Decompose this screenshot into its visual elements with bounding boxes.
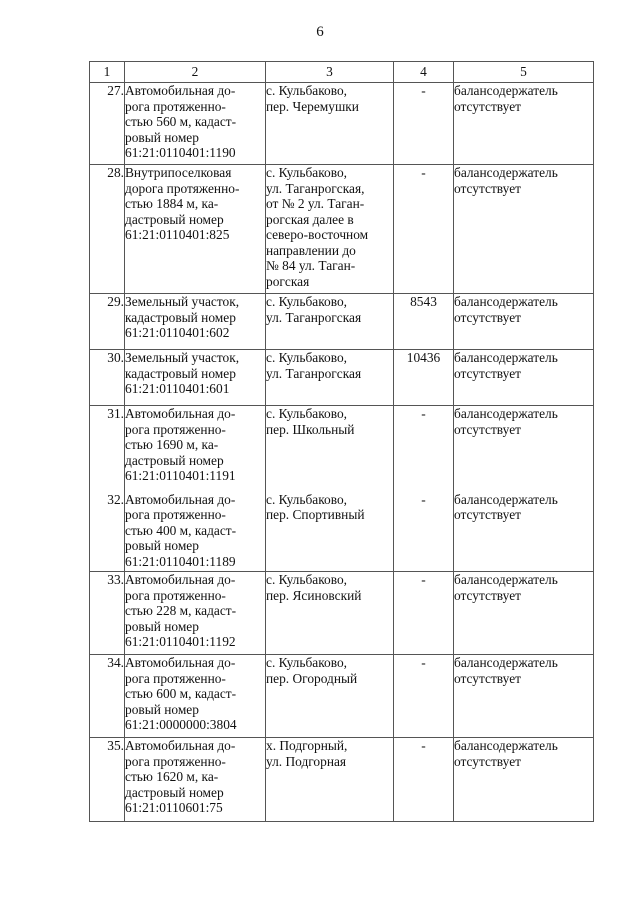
holder-line: отсутствует <box>454 98 521 114</box>
description-line: кадастровый номер <box>125 309 236 325</box>
header-col-3: 3 <box>266 62 394 83</box>
address-line: от № 2 ул. Таган- <box>266 196 365 211</box>
table-row <box>90 165 594 294</box>
balance-holder <box>454 572 594 655</box>
address-line: рогская далее в <box>266 211 354 227</box>
object-description <box>125 83 266 165</box>
address-line: х. Подгорный, <box>266 738 348 753</box>
object-description <box>125 572 266 655</box>
balance-holder <box>454 165 594 294</box>
description-line: Автомобильная до- <box>125 83 236 98</box>
table-body <box>90 83 594 822</box>
address-line: ул. Таганрогская <box>266 309 362 325</box>
holder-line: отсутствует <box>454 670 521 686</box>
balance-holder <box>454 738 594 822</box>
description-line: 61:21:0000000:3804 <box>125 717 237 732</box>
object-description <box>125 165 266 294</box>
row-number: 30. <box>90 350 125 406</box>
holder-line: отсутствует <box>454 753 521 769</box>
table-row <box>90 350 594 406</box>
object-address <box>266 350 394 406</box>
holder-line: отсутствует <box>454 507 521 522</box>
address-line: пер. Школьный <box>266 421 355 437</box>
address-line: пер. Спортивный <box>266 507 365 522</box>
balance-holder <box>454 406 594 488</box>
object-description <box>125 294 266 350</box>
holder-line: отсутствует <box>454 309 521 325</box>
description-line: Земельный участок, <box>125 350 240 365</box>
description-line: Внутрипоселковая <box>125 165 232 180</box>
address-line: северо-восточном <box>266 227 369 242</box>
description-line: рога протяженно- <box>125 98 226 114</box>
description-line: ровый номер <box>125 538 199 553</box>
address-line: ул. Таганрогская <box>266 365 362 381</box>
row-number: 31. <box>90 406 125 488</box>
description-line: стью 1690 м, ка- <box>125 437 219 452</box>
balance-holder <box>454 294 594 350</box>
object-description <box>125 655 266 738</box>
table-row <box>90 738 594 822</box>
balance-holder <box>454 83 594 165</box>
description-line: Земельный участок, <box>125 294 240 309</box>
description-line: дастровый номер <box>125 452 224 468</box>
table-header <box>90 62 594 83</box>
holder-line: балансодержатель <box>454 655 558 670</box>
holder-line: балансодержатель <box>454 406 558 421</box>
holder-line: балансодержатель <box>454 83 558 98</box>
header-col-4: 4 <box>394 62 454 83</box>
object-address <box>266 294 394 350</box>
address-line: с. Кульбаково, <box>266 294 348 309</box>
object-address <box>266 572 394 655</box>
description-line: дастровый номер <box>125 211 224 227</box>
description-line: стью 600 м, кадаст- <box>125 686 237 701</box>
row-number: 34. <box>90 655 125 738</box>
table-row <box>90 488 594 572</box>
holder-line: балансодержатель <box>454 491 558 507</box>
address-line: № 84 ул. Таган- <box>266 258 356 273</box>
description-line: рога протяженно- <box>125 587 226 603</box>
description-line: ровый номер <box>125 129 199 145</box>
row-number: 27. <box>90 83 125 165</box>
address-line: с. Кульбаково, <box>266 406 348 421</box>
description-line: рога протяженно- <box>125 421 226 437</box>
register-table <box>89 61 594 822</box>
description-line: 61:21:0110401:1190 <box>125 145 236 160</box>
description-line: ровый номер <box>125 618 199 634</box>
holder-line: балансодержатель <box>454 165 558 180</box>
object-area: - <box>394 738 454 822</box>
description-line: 61:21:0110401:1191 <box>125 468 236 483</box>
object-address <box>266 655 394 738</box>
row-number: 35. <box>90 738 125 822</box>
object-area: - <box>394 406 454 488</box>
address-line: рогская <box>266 273 310 289</box>
object-area: - <box>394 83 454 165</box>
object-area: - <box>394 655 454 738</box>
holder-line: балансодержатель <box>454 738 558 753</box>
description-line: рога протяженно- <box>125 670 226 686</box>
object-area: 8543 <box>394 294 454 350</box>
object-area: - <box>394 572 454 655</box>
description-line: 61:21:0110401:1192 <box>125 634 236 649</box>
object-address <box>266 488 394 572</box>
row-number: 28. <box>90 165 125 294</box>
header-row <box>90 62 594 83</box>
object-description <box>125 406 266 488</box>
table-row <box>90 294 594 350</box>
description-line: кадастровый номер <box>125 365 236 381</box>
object-description <box>125 350 266 406</box>
header-col-5: 5 <box>454 62 594 83</box>
table-row <box>90 83 594 165</box>
address-line: направлении до <box>266 242 356 258</box>
description-line: стью 1884 м, ка- <box>125 196 219 211</box>
address-line: с. Кульбаково, <box>266 83 348 98</box>
object-address <box>266 83 394 165</box>
holder-line: отсутствует <box>454 421 521 437</box>
description-line: 61:21:0110401:601 <box>125 381 230 396</box>
address-line: с. Кульбаково, <box>266 491 348 507</box>
holder-line: отсутствует <box>454 180 521 196</box>
table-row <box>90 572 594 655</box>
description-line: Автомобильная до- <box>125 738 236 753</box>
description-line: Автомобильная до- <box>125 406 236 421</box>
balance-holder <box>454 655 594 738</box>
address-line: пер. Огородный <box>266 670 358 686</box>
balance-holder <box>454 488 594 572</box>
header-col-2: 2 <box>125 62 266 83</box>
object-area: 10436 <box>394 350 454 406</box>
holder-line: отсутствует <box>454 365 521 381</box>
address-line: ул. Таганрогская, <box>266 180 365 196</box>
address-line: пер. Черемушки <box>266 98 359 114</box>
description-line: стью 228 м, кадаст- <box>125 603 237 618</box>
address-line: ул. Подгорная <box>266 753 347 769</box>
object-address <box>266 165 394 294</box>
object-address <box>266 406 394 488</box>
description-line: стью 400 м, кадаст- <box>125 522 237 538</box>
holder-line: балансодержатель <box>454 294 558 309</box>
row-number: 32. <box>90 488 125 572</box>
description-line: 61:21:0110601:75 <box>125 800 223 815</box>
description-line: стью 560 м, кадаст- <box>125 114 237 129</box>
object-description <box>125 738 266 822</box>
object-address <box>266 738 394 822</box>
object-area: - <box>394 165 454 294</box>
description-line: рога протяженно- <box>125 753 226 769</box>
address-line: пер. Ясиновский <box>266 587 362 603</box>
address-line: с. Кульбаково, <box>266 572 348 587</box>
page-number: 6 <box>316 24 324 40</box>
description-line: Автомобильная до- <box>125 572 236 587</box>
address-line: с. Кульбаково, <box>266 350 348 365</box>
holder-line: балансодержатель <box>454 350 558 365</box>
description-line: Автомобильная до- <box>125 655 236 670</box>
holder-line: отсутствует <box>454 587 521 603</box>
address-line: с. Кульбаково, <box>266 655 348 670</box>
object-area: - <box>394 488 454 572</box>
description-line: дастровый номер <box>125 784 224 800</box>
row-number: 33. <box>90 572 125 655</box>
address-line: с. Кульбаково, <box>266 165 348 180</box>
description-line: рога протяженно- <box>125 507 226 522</box>
header-col-1: 1 <box>90 62 125 83</box>
table-row <box>90 406 594 488</box>
table-row <box>90 655 594 738</box>
description-line: 61:21:0110401:1189 <box>125 553 236 569</box>
object-description <box>125 488 266 572</box>
balance-holder <box>454 350 594 406</box>
description-line: стью 1620 м, ка- <box>125 769 219 784</box>
description-line: ровый номер <box>125 701 199 717</box>
row-number: 29. <box>90 294 125 350</box>
holder-line: балансодержатель <box>454 572 558 587</box>
description-line: 61:21:0110401:825 <box>125 227 230 242</box>
description-line: Автомобильная до- <box>125 491 236 507</box>
description-line: 61:21:0110401:602 <box>125 325 230 340</box>
description-line: дорога протяженно- <box>125 180 240 196</box>
